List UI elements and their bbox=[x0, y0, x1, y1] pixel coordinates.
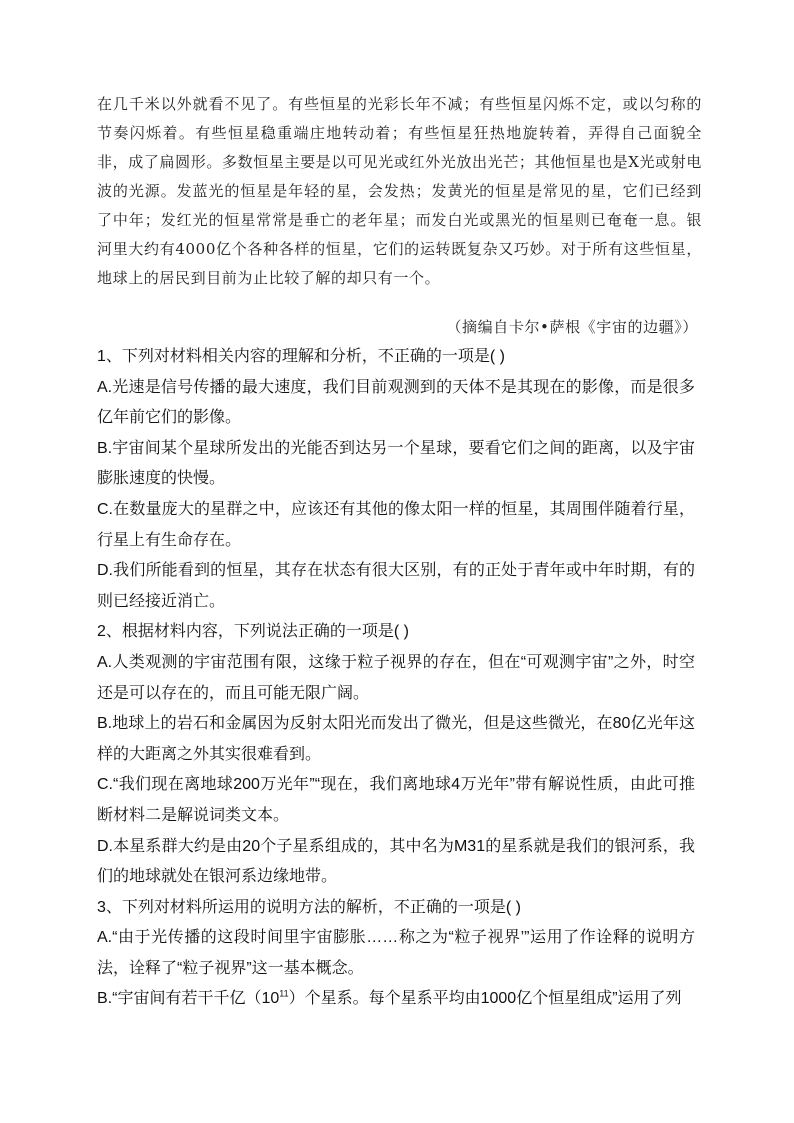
passage-paragraph: 在几千米以外就看不见了。有些恒星的光彩长年不减；有些恒星闪烁不定，或以匀称的节奏闪烁着。有些恒星稳重端庄地转动着；有些恒星狂热地旋转着，弄得自己面貌全非，成了扁圆形。多数恒星主要是以可见光或红外光放出光芒；其他恒星也是X光或射电波的光源。发蓝光的恒星是年轻的星，会发热；发黄光的恒星是常见的星，它们已经到了中年；发红光的恒星常常是垂亡的老年星；而发白光或黑光的恒星则已奄奄一息。银河里大约有4000亿个各种各样的恒星，它们的运转既复杂又巧妙。对于所有这些恒星，地球上的居民到目前为止比较了解的却只有一个。 bbox=[97, 95, 702, 287]
option-a: A.“由于光传播的这段时间里宇宙膨胀……称之为“粒子视界’”运用了作诠释的说明方法，诠释了“粒子视界”这一基本概念。 bbox=[97, 929, 695, 977]
option-b-text-start: B.“宇宙间有若干千亿（10 bbox=[97, 990, 280, 1008]
question-2 bbox=[97, 617, 695, 892]
question-stem: 3、下列对材料所运用的说明方法的解析，不正确的一项是( ) bbox=[97, 898, 522, 916]
option-c: C.“我们现在离地球200万光年”“现在，我们离地球4万光年”带有解说性质，由此可推断材料二是解说词类文本。 bbox=[97, 776, 695, 824]
option-b: B.宇宙间某个星球所发出的光能否到达另一个星球，要看它们之间的距离，以及宇宙膨胀速度的快慢。 bbox=[97, 439, 695, 488]
option-b-text-end: ）个星系。每个星系平均由1000亿个恒星组成”运用了列 bbox=[288, 990, 682, 1008]
option-d: D.我们所能看到的恒星，其存在状态有很大区别，有的正处于青年或中年时期，有的则已经接近消亡。 bbox=[97, 562, 695, 610]
option-c: C.在数量庞大的星群之中，应该还有其他的像太阳一样的恒星，其周围伴随着行星，行星上有生命存在。 bbox=[97, 500, 695, 549]
question-1 bbox=[97, 342, 695, 617]
option-a: A.人类观测的宇宙范围有限，这缘于粒子视界的存在，但在“可观测宇宙”之外，时空还是可以存在的，而且可能无限广阔。 bbox=[97, 653, 695, 702]
exponent: 11 bbox=[279, 989, 289, 1000]
question-list bbox=[97, 342, 695, 1015]
question-3 bbox=[97, 893, 695, 1015]
reading-passage bbox=[97, 90, 702, 293]
passage-source: （摘编自卡尔•萨根《宇宙的边疆》） bbox=[446, 318, 698, 336]
question-stem: 2、根据材料内容，下列说法正确的一项是( ) bbox=[97, 623, 410, 641]
option-a: A.光速是信号传播的最大速度，我们目前观测到的天体不是其现在的影像，而是很多亿年前它们的影像。 bbox=[97, 378, 695, 427]
option-b bbox=[97, 984, 695, 1015]
option-b: B.地球上的岩石和金属因为反射太阳光而发出了微光，但是这些微光，在80亿光年这样的大距离之外其实很难看到。 bbox=[97, 715, 695, 763]
question-stem: 1、下列对材料相关内容的理解和分析，不正确的一项是( ) bbox=[97, 348, 506, 365]
option-d: D.本星系群大约是由20个子星系组成的，其中名为M31的星系就是我们的银河系，我们的地球就处在银河系边缘地带。 bbox=[97, 837, 695, 886]
